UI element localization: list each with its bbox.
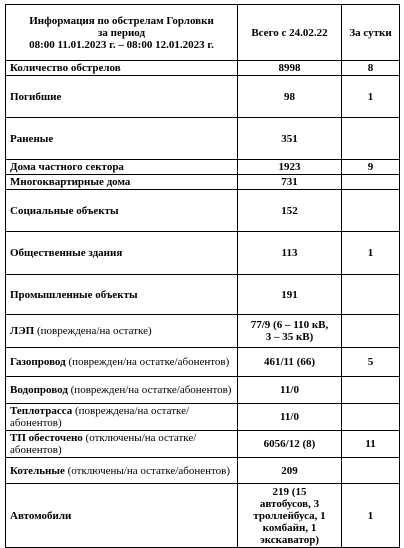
table-row	[6, 175, 400, 190]
row-label-cell	[6, 160, 238, 175]
row-total-line: автобусов, 3	[259, 497, 320, 510]
row-day-cell	[342, 404, 400, 431]
row-total-cell: 6056/12 (8)	[238, 431, 342, 458]
row-total-cell: 11/0	[238, 377, 342, 404]
row-total-cell	[238, 315, 342, 348]
table-row	[6, 190, 400, 232]
row-day-cell	[342, 377, 400, 404]
row-label: Водопровод	[10, 384, 68, 396]
row-label: Раненые	[10, 132, 54, 145]
row-label-detail: (отключены/на остатке/абонентов)	[10, 432, 197, 456]
table-header-row	[6, 5, 400, 61]
row-label-cell	[6, 348, 238, 377]
row-total-cell	[238, 484, 342, 548]
row-label: Теплотрасса	[10, 405, 73, 417]
row-label-detail: (поврежден/на остатке/абонентов)	[67, 384, 232, 396]
table-row	[6, 160, 400, 175]
row-day-cell	[342, 315, 400, 348]
row-label: Общественные здания	[10, 247, 123, 259]
row-label-detail: (повреждена/на остатке)	[34, 325, 152, 337]
row-total-line: экскаватор)	[259, 533, 320, 546]
row-total-cell: 731	[238, 175, 342, 190]
row-day-cell	[342, 458, 400, 484]
table-row	[6, 458, 400, 484]
table-row	[6, 484, 400, 548]
row-label-cell	[6, 76, 238, 118]
shelling-report-table	[5, 4, 400, 548]
row-day-cell	[342, 190, 400, 232]
row-label-cell	[6, 232, 238, 275]
row-day-cell: 5	[342, 348, 400, 377]
report-title-line-1: Информация по обстрелам Горловки	[29, 14, 214, 27]
row-total-line: комбайн, 1	[262, 521, 317, 534]
row-label-cell	[6, 431, 238, 458]
row-total-cell: 11/0	[238, 404, 342, 431]
row-day-cell	[342, 275, 400, 315]
table-row	[6, 431, 400, 458]
report-container	[5, 4, 400, 548]
row-label: Дома частного сектора	[10, 161, 124, 173]
table-row	[6, 348, 400, 377]
row-day-cell	[342, 118, 400, 160]
row-total-cell: 461/11 (66)	[238, 348, 342, 377]
row-total-line: 219 (15	[272, 485, 307, 498]
row-label-cell	[6, 315, 238, 348]
row-label-cell	[6, 190, 238, 232]
row-total-line: троллейбуса, 1	[253, 509, 326, 522]
row-label: Газопровод	[10, 356, 66, 368]
row-total-cell: 113	[238, 232, 342, 275]
row-label-detail: (отключены/на остатке/абонентов)	[64, 464, 231, 477]
row-day-cell	[342, 175, 400, 190]
row-day-cell: 11	[342, 431, 400, 458]
row-label: Многоквартирные дома	[10, 176, 131, 188]
row-day-cell: 1	[342, 232, 400, 275]
table-row	[6, 118, 400, 160]
row-label: Автомобили	[10, 509, 72, 522]
row-total-cell: 191	[238, 275, 342, 315]
row-label-cell	[6, 118, 238, 160]
row-label-cell	[6, 458, 238, 484]
report-title-line-3: 08:00 11.01.2023 г. – 08:00 12.01.2023 г.	[29, 38, 214, 51]
row-label: ЛЭП	[10, 325, 35, 337]
row-total-line: 3 – 35 кВ)	[265, 331, 314, 343]
row-total-line: 77/9 (6 – 110 кВ,	[250, 319, 329, 331]
row-label-detail: (повреждена/на остатке/абонентов)	[10, 405, 190, 429]
row-total-cell: 1923	[238, 160, 342, 175]
table-row	[6, 275, 400, 315]
row-label: Погибшие	[10, 90, 62, 103]
row-day-cell: 9	[342, 160, 400, 175]
row-total-cell: 209	[238, 458, 342, 484]
table-row	[6, 315, 400, 348]
row-label-cell	[6, 404, 238, 431]
column-header-total: Всего с 24.02.22	[238, 5, 342, 61]
row-day-cell: 8	[342, 61, 400, 76]
row-label-cell	[6, 377, 238, 404]
row-label-cell	[6, 175, 238, 190]
row-label: Количество обстрелов	[10, 62, 121, 74]
row-total-cell: 351	[238, 118, 342, 160]
row-day-cell: 1	[342, 76, 400, 118]
row-day-cell: 1	[342, 484, 400, 548]
row-total-cell: 152	[238, 190, 342, 232]
report-title-cell	[6, 5, 238, 61]
row-label: ТП обесточено	[10, 432, 83, 444]
report-title-line-2: за период	[97, 26, 146, 39]
row-label-cell	[6, 61, 238, 76]
table-row	[6, 404, 400, 431]
column-header-day: За сутки	[342, 5, 400, 61]
table-row	[6, 61, 400, 76]
table-row	[6, 377, 400, 404]
row-label: Котельные	[10, 464, 65, 477]
row-label: Промышленные объекты	[10, 288, 138, 301]
row-label-cell	[6, 484, 238, 548]
table-row	[6, 76, 400, 118]
row-total-cell: 8998	[238, 61, 342, 76]
row-total-cell: 98	[238, 76, 342, 118]
row-label-detail: (поврежден/на остатке/абонентов)	[65, 356, 230, 368]
row-label-cell	[6, 275, 238, 315]
row-label: Социальные объекты	[10, 204, 119, 217]
table-row	[6, 232, 400, 275]
